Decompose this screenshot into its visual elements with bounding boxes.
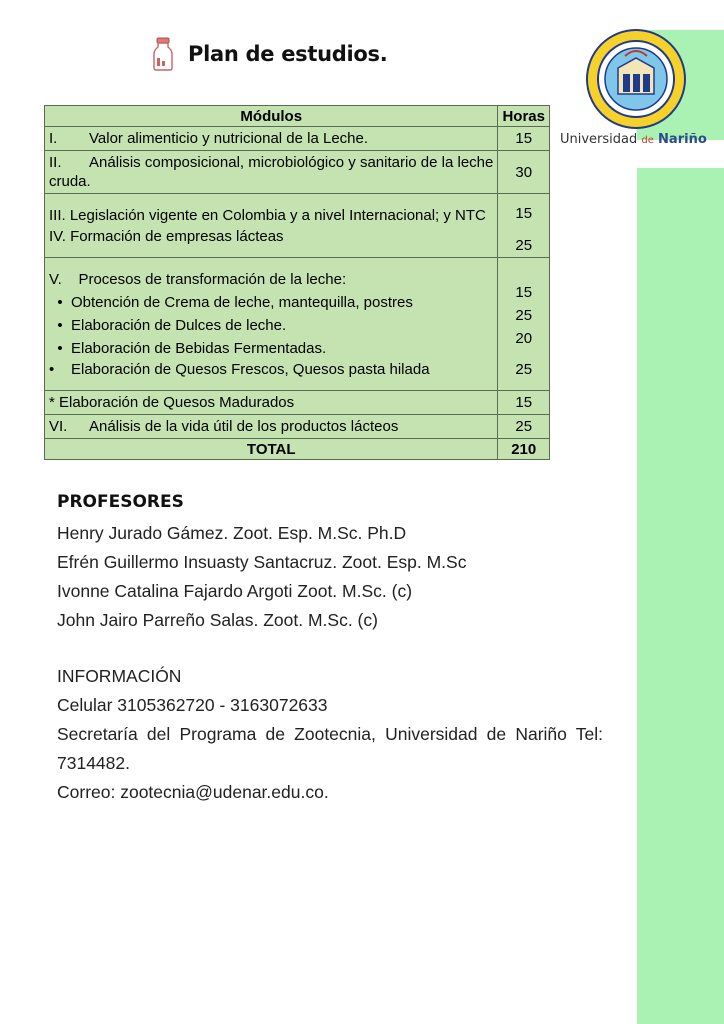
university-seal-logo xyxy=(585,28,687,130)
table-row xyxy=(45,391,550,415)
modules-header: Módulos xyxy=(45,106,498,127)
module-hours: 20 xyxy=(515,330,533,347)
module-hours: 30 xyxy=(498,151,550,194)
page-title-row xyxy=(152,36,387,72)
module-hours: 25 xyxy=(515,307,533,324)
module-hours: 25 xyxy=(515,237,533,254)
module-hours: 15 xyxy=(498,127,550,151)
total-row xyxy=(45,439,550,460)
curriculum-table xyxy=(44,105,550,460)
table-row: I. Valor alimenticio y nutricional de la Leche. 15 xyxy=(45,127,550,151)
module-text: * Elaboración de Quesos Madurados xyxy=(49,394,295,411)
secretary-text: Secretaría del Programa de Zootecnia, Universidad de Nariño Tel: 7314482. xyxy=(57,724,603,773)
hours-header: Horas xyxy=(498,106,550,127)
table-row: II. Análisis composicional, microbiológico y sanitario de la leche cruda. 30 xyxy=(45,151,550,194)
contact-info xyxy=(57,662,603,807)
university-name: Universidad de Nariño xyxy=(560,132,707,147)
module-text: III. Legislación vigente en Colombia y a nivel Internacional; y NTC xyxy=(49,206,486,224)
module-hours: 15 xyxy=(498,391,550,415)
list-item: Henry Jurado Gámez. Zoot. Esp. M.Sc. Ph.D xyxy=(57,523,407,543)
list-item: • Elaboración de Bebidas Fermentadas. xyxy=(57,339,327,357)
module-text: Valor alimenticio y nutricional de la Leche. xyxy=(89,130,369,147)
module-text: V. Procesos de transformación de la leche: xyxy=(49,270,347,288)
list-item: Ivonne Catalina Fajardo Argoti Zoot. M.Sc. (c) xyxy=(57,581,413,601)
list-item: John Jairo Parreño Salas. Zoot. M.Sc. (c) xyxy=(57,610,378,630)
module-hours: 25 xyxy=(498,415,550,439)
professors-heading: PROFESORES xyxy=(57,492,184,512)
list-item: • Obtención de Crema de leche, mantequilla, postres xyxy=(57,293,413,311)
email-text: Correo: zootecnia@udenar.edu.co. xyxy=(57,782,329,802)
table-row: VI. Análisis de la vida útil de los productos lácteos 25 xyxy=(45,415,550,439)
list-item: • Elaboración de Dulces de leche. xyxy=(57,316,287,334)
table-row xyxy=(45,258,550,391)
module-hours: 25 xyxy=(515,361,533,378)
page-title: Plan de estudios. xyxy=(188,42,388,66)
total-label: TOTAL xyxy=(45,439,498,460)
phone-text: Celular 3105362720 - 3163072633 xyxy=(57,695,328,715)
list-item: Efrén Guillermo Insuasty Santacruz. Zoot. Esp. M.Sc xyxy=(57,552,467,572)
side-accent-strip xyxy=(637,168,724,1024)
table-header-row xyxy=(45,106,550,127)
table-row xyxy=(45,194,550,258)
module-text: Análisis de la vida útil de los productos lácteos xyxy=(89,418,399,435)
module-hours: 15 xyxy=(515,284,533,301)
milk-bottle-icon xyxy=(152,37,174,71)
module-text: Análisis composicional, microbiológico y sanitario de la leche cruda. xyxy=(49,154,494,190)
module-text: IV. Formación de empresas lácteas xyxy=(49,227,284,245)
module-hours: 15 xyxy=(515,205,533,222)
info-heading: INFORMACIÓN xyxy=(57,666,182,686)
professors-list xyxy=(57,519,603,635)
list-item: • Elaboración de Quesos Frescos, Quesos pasta hilada xyxy=(49,360,430,378)
total-hours: 210 xyxy=(498,439,550,460)
